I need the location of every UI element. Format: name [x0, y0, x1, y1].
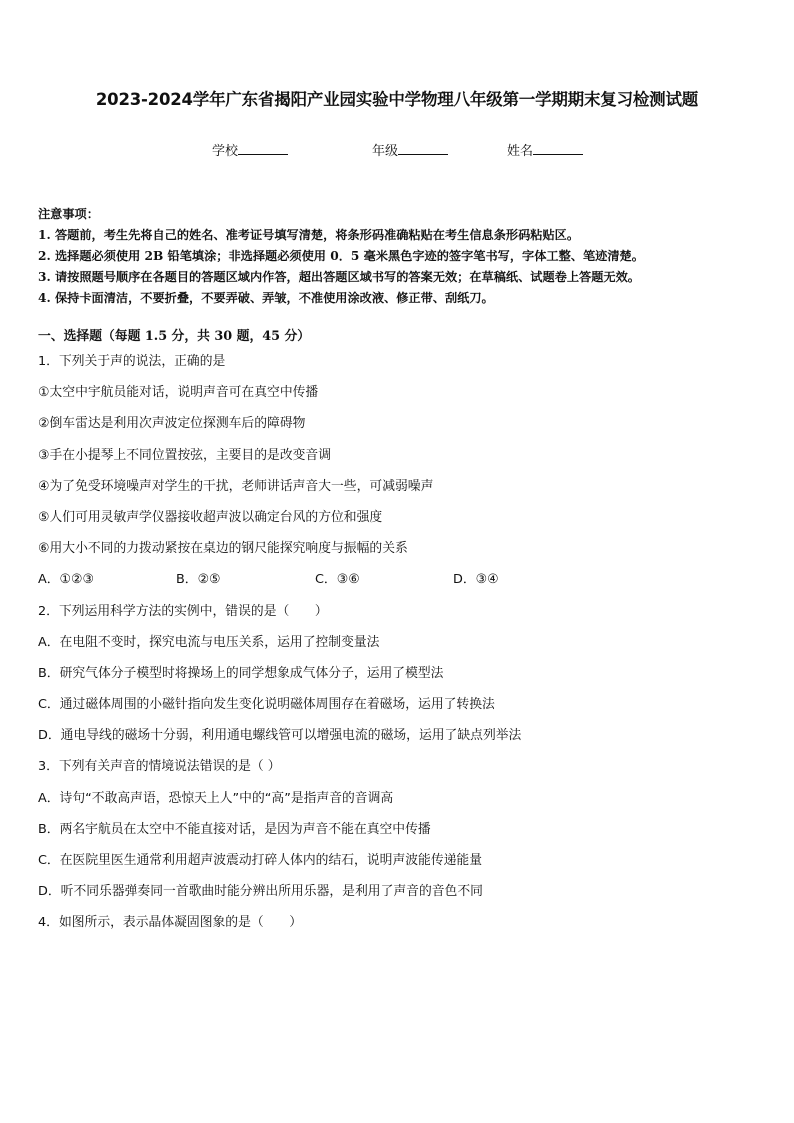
school-label: 学校: [212, 144, 239, 159]
question-3-option-b[interactable]: B．两名宇航员在太空中不能直接对话，是因为声音不能在真空中传播: [38, 821, 431, 837]
name-label: 姓名: [507, 144, 534, 159]
question-1-statement: ③手在小提琴上不同位置按弦，主要目的是改变音调: [38, 447, 332, 463]
question-2-option-d[interactable]: D．通电导线的磁场十分弱，利用通电螺线管可以增强电流的磁场，运用了缺点列举法: [38, 728, 522, 744]
notes-heading: 注意事项：: [38, 207, 99, 221]
question-1-option-c[interactable]: C．③⑥: [315, 572, 360, 588]
question-1-statement: ①太空中宇航员能对话，说明声音可在真空中传播: [38, 385, 319, 401]
grade-label: 年级: [372, 144, 399, 159]
question-1-statement: ⑤人们可用灵敏声学仪器接收超声波以确定台风的方位和强度: [38, 509, 383, 525]
multiple-choice-section: [38, 327, 758, 944]
question-3-option-c[interactable]: C．在医院里医生通常利用超声波震动打碎人体内的结石，说明声波能传递能量: [38, 853, 483, 868]
page-title: 2023-2024学年广东省揭阳产业园实验中学物理八年级第一学期期末复习检测试题: [95, 90, 699, 109]
question-1-options: [38, 569, 758, 600]
name-field: [507, 140, 583, 159]
note-item: 2. 选择题必须使用 2B 铅笔填涂；非选择题必须使用 0．5 毫米黑色字迹的签字笔书写，字体工整、笔迹清楚。: [38, 249, 644, 263]
question-2-stem: 2．下列运用科学方法的实例中，错误的是（ ）: [38, 603, 328, 619]
section-heading: 一、选择题（每题 1.5 分，共 30 题，45 分）: [38, 329, 311, 344]
question-1-option-b[interactable]: B．②⑤: [176, 572, 221, 588]
grade-field: [372, 140, 448, 159]
school-field: [212, 140, 288, 159]
note-item: 1. 答题前，考生先将自己的姓名、准考证号填写清楚，将条形码准确粘贴在考生信息条形码粘贴区。: [38, 228, 580, 242]
question-1-stem: 1．下列关于声的说法，正确的是: [38, 354, 226, 369]
notes-block: [38, 204, 758, 309]
question-2-option-b[interactable]: B．研究气体分子模型时将操场上的同学想象成气体分子，运用了模型法: [38, 665, 444, 681]
question-1-statement: ②倒车雷达是利用次声波定位探测车后的障碍物: [38, 416, 306, 432]
question-3-stem: 3．下列有关声音的情境说法错误的是（ ）: [38, 759, 281, 775]
school-blank: [238, 142, 288, 155]
student-info-row: [0, 140, 794, 160]
name-blank: [533, 142, 583, 155]
question-4-stem: 4．如图所示，表示晶体凝固图象的是（ ）: [38, 915, 303, 931]
question-1-statement: ⑥用大小不同的力拨动紧按在桌边的钢尺能探究响度与振幅的关系: [38, 541, 408, 557]
note-item: 4. 保持卡面清洁，不要折叠，不要弄破、弄皱，不准使用涂改液、修正带、刮纸刀。: [38, 291, 494, 305]
question-2-option-c[interactable]: C．通过磁体周围的小磁针指向发生变化说明磁体周围存在着磁场，运用了转换法: [38, 697, 495, 713]
grade-blank: [398, 142, 448, 155]
question-1-statement: ④为了免受环境噪声对学生的干扰，老师讲话声音大一些，可减弱噪声: [38, 478, 434, 494]
note-item: 3. 请按照题号顺序在各题目的答题区域内作答，超出答题区域书写的答案无效；在草稿纸、试题卷上答题无效。: [38, 270, 640, 284]
question-3-option-a[interactable]: A．诗句“不敢高声语，恐惊天上人”中的“高”是指声音的音调高: [38, 790, 394, 806]
question-1-option-a[interactable]: A．①②③: [38, 572, 94, 588]
question-1-option-d[interactable]: D．③④: [453, 572, 499, 588]
question-3-option-d[interactable]: D．听不同乐器弹奏同一首歌曲时能分辨出所用乐器，是利用了声音的音色不同: [38, 884, 483, 900]
question-2-option-a[interactable]: A．在电阻不变时，探究电流与电压关系，运用了控制变量法: [38, 634, 380, 650]
